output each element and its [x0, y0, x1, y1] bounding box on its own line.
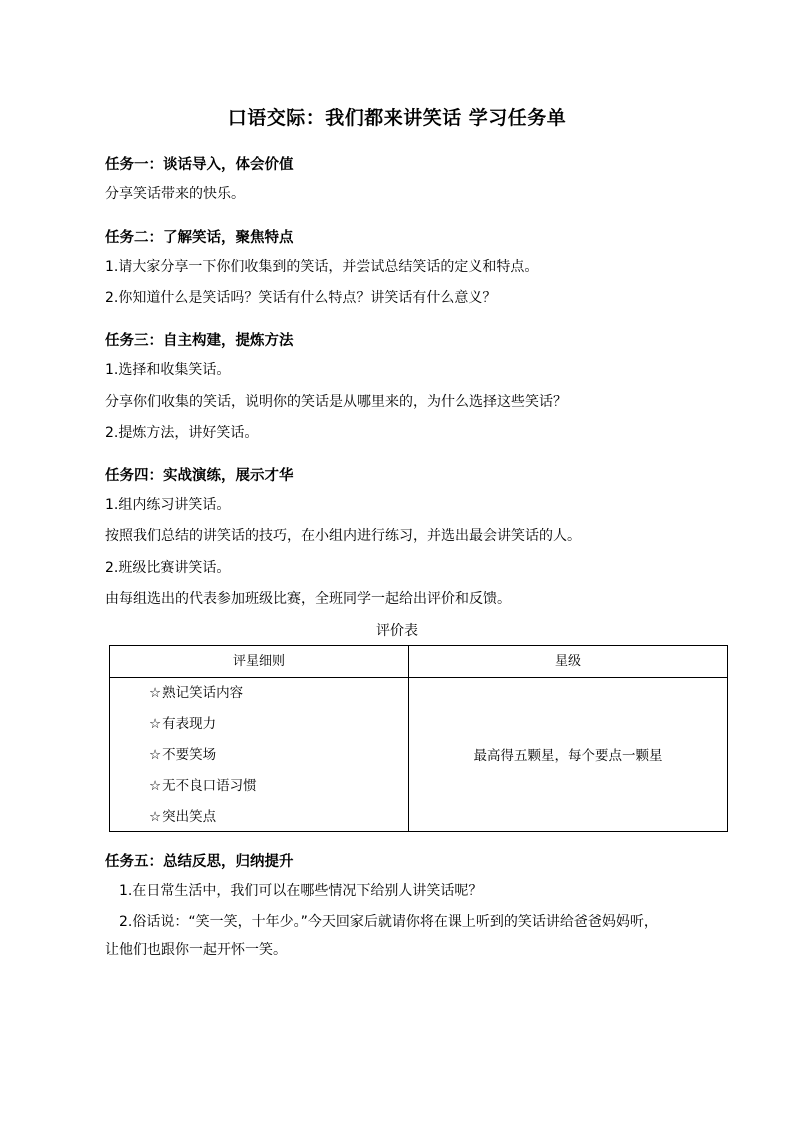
task3-line-3: 2.提炼方法，讲好笑话。 — [105, 425, 259, 441]
criteria-item — [149, 745, 216, 765]
task5-heading: 任务五：总结反思，归纳提升 — [105, 854, 294, 870]
task4-line-3: 2.班级比赛讲笑话。 — [105, 560, 231, 576]
criteria-label: 有表现力 — [162, 716, 217, 732]
criteria-item — [149, 714, 216, 734]
criteria-item — [149, 807, 216, 827]
task4-line-1: 1.组内练习讲笑话。 — [105, 497, 231, 513]
task4-line-2: 按照我们总结的讲笑话的技巧，在小组内进行练习，并选出最会讲笑话的人。 — [105, 528, 581, 544]
task3-line-1: 1.选择和收集笑话。 — [105, 362, 231, 378]
star-outline-icon: ☆ — [149, 685, 162, 701]
star-outline-icon: ☆ — [149, 778, 162, 794]
task2-heading: 任务二：了解笑话，聚焦特点 — [105, 230, 294, 246]
criteria-label: 无不良口语习惯 — [162, 778, 257, 794]
criteria-label: 不要笑场 — [162, 747, 217, 763]
task5-line-2: 2.俗话说：“笑一笑，十年少。”今天回家后就请你将在课上听到的笑话讲给爸爸妈妈听， — [119, 914, 658, 930]
task1-line-1: 分享笑话带来的快乐。 — [105, 186, 245, 202]
task5-line-1: 1.在日常生活中，我们可以在哪些情况下给别人讲笑话呢？ — [119, 883, 483, 899]
rating-description: 最高得五颗星，每个要点一颗星 — [473, 748, 663, 764]
task2-line-2: 2.你知道什么是笑话吗？笑话有什么特点？讲笑话有什么意义？ — [105, 290, 497, 306]
star-outline-icon: ☆ — [149, 716, 162, 732]
task1-heading: 任务一：谈话导入，体会价值 — [105, 157, 294, 173]
task4-heading: 任务四：实战演练，展示才华 — [105, 468, 294, 484]
criteria-item — [149, 776, 257, 796]
star-outline-icon: ☆ — [149, 747, 162, 763]
task5-line-3: 让他们也跟你一起开怀一笑。 — [105, 942, 287, 958]
criteria-label: 突出笑点 — [162, 809, 217, 825]
task3-heading: 任务三：自主构建，提炼方法 — [105, 333, 294, 349]
table-header-stars: 星级 — [554, 654, 581, 669]
criteria-item — [149, 683, 243, 703]
criteria-label: 熟记笑话内容 — [162, 685, 244, 701]
table-header-criteria: 评星细则 — [232, 654, 285, 669]
task4-line-4: 由每组选出的代表参加班级比赛，全班同学一起给出评价和反馈。 — [105, 591, 511, 607]
task2-line-1: 1.请大家分享一下你们收集到的笑话，并尝试总结笑话的定义和特点。 — [105, 259, 539, 275]
table-header-divider — [110, 677, 727, 678]
evaluation-table-caption: 评价表 — [376, 623, 418, 639]
page-title: 口语交际：我们都来讲笑话 学习任务单 — [227, 107, 567, 129]
star-outline-icon: ☆ — [149, 809, 162, 825]
task3-line-2: 分享你们收集的笑话，说明你的笑话是从哪里来的，为什么选择这些笑话？ — [105, 394, 567, 410]
evaluation-table — [109, 645, 728, 832]
